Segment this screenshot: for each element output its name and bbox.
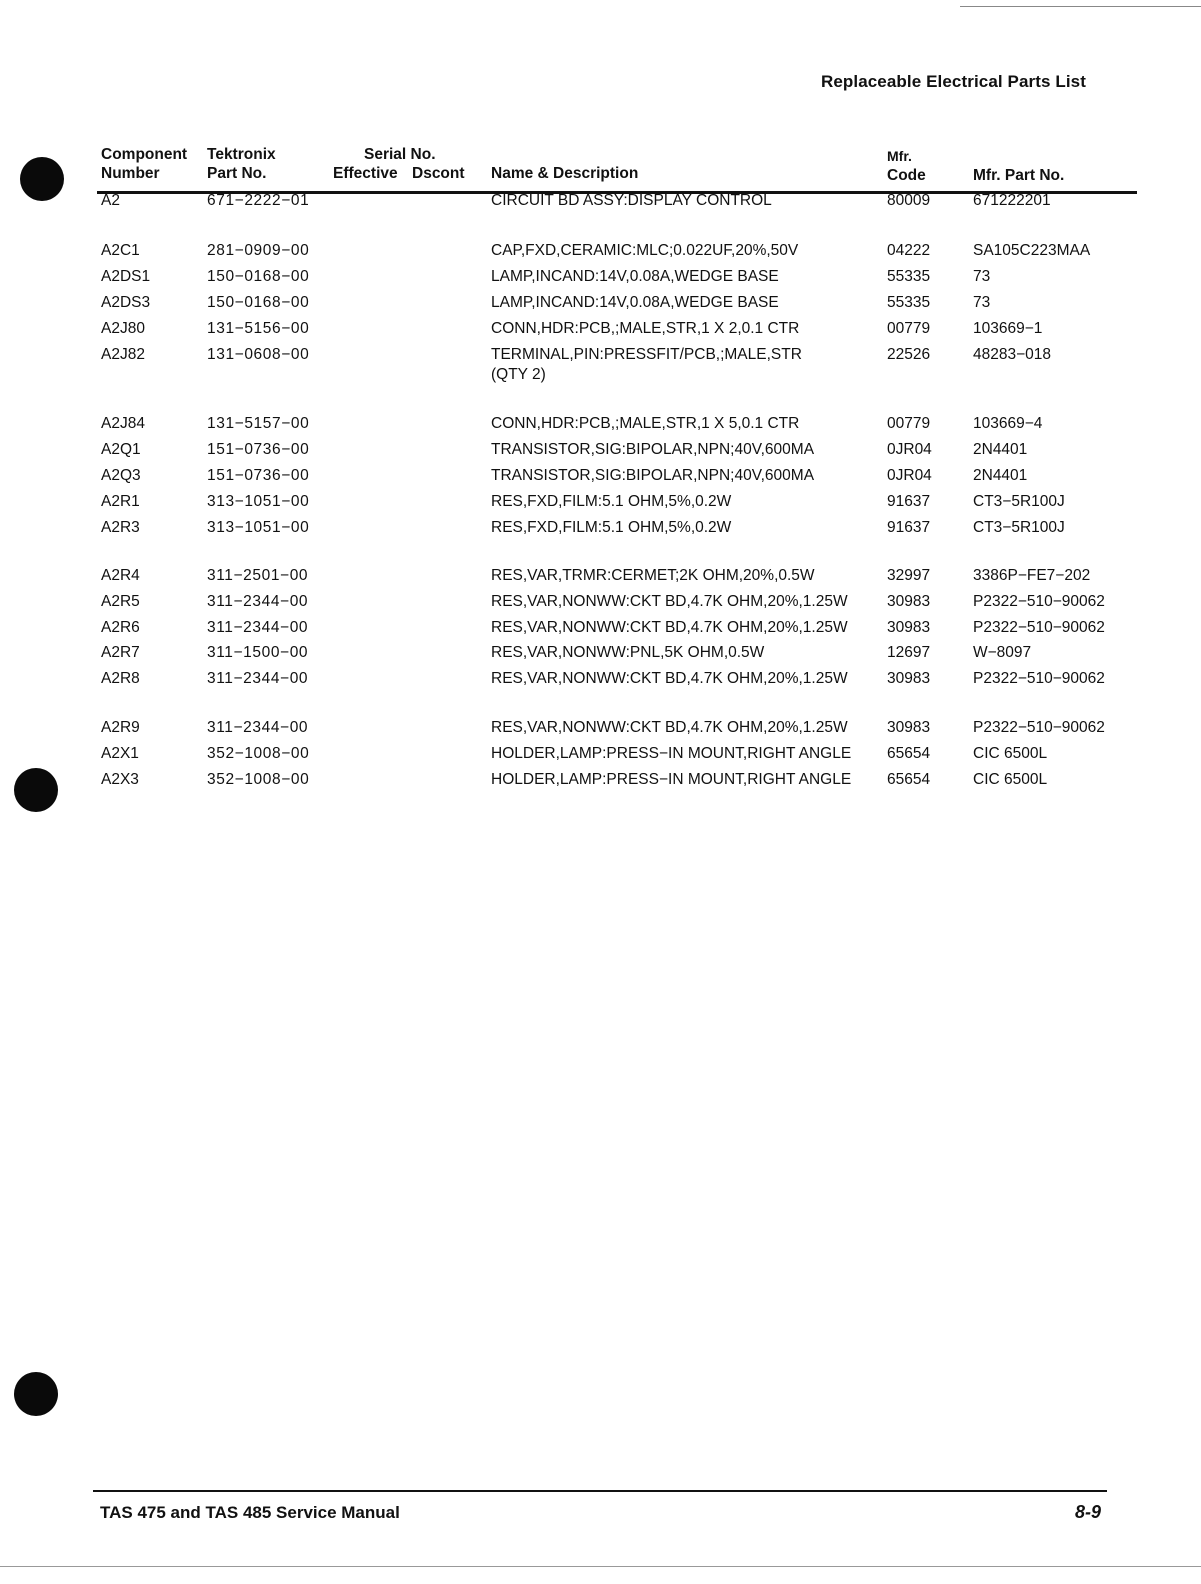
table-row xyxy=(0,414,1201,438)
component-number: A2Q1 xyxy=(101,441,141,458)
part-description: CAP,FXD,CERAMIC:MLC;0.022UF,20%,50V xyxy=(491,242,799,259)
part-description: RES,VAR,TRMR:CERMET;2K OHM,20%,0.5W xyxy=(491,567,815,584)
column-header-mfr-part: Mfr. Part No. xyxy=(973,167,1065,184)
top-edge-rule xyxy=(960,6,1201,7)
component-number: A2R7 xyxy=(101,644,140,661)
column-header-tektronix-line2: Part No. xyxy=(207,165,267,182)
component-number: A2R9 xyxy=(101,719,140,736)
mfr-code: 0JR04 xyxy=(887,467,932,484)
part-description: LAMP,INCAND:14V,0.08A,WEDGE BASE xyxy=(491,294,779,311)
tektronix-part-no: 311−1500−00 xyxy=(207,644,309,661)
component-number: A2 xyxy=(101,192,120,209)
part-description: RES,VAR,NONWW:CKT BD,4.7K OHM,20%,1.25W xyxy=(491,719,848,736)
table-row xyxy=(0,566,1201,590)
mfr-part-no: CIC 6500L xyxy=(973,745,1048,762)
table-row xyxy=(0,592,1201,616)
mfr-code: 65654 xyxy=(887,771,931,788)
table-row xyxy=(0,267,1201,291)
mfr-part-no: SA105C223MAA xyxy=(973,242,1091,259)
mfr-code: 22526 xyxy=(887,346,931,363)
component-number: A2Q3 xyxy=(101,467,141,484)
column-header-description: Name & Description xyxy=(491,165,639,182)
table-row xyxy=(0,440,1201,464)
tektronix-part-no: 151−0736−00 xyxy=(207,441,310,458)
page-number: 8-9 xyxy=(1074,1502,1101,1522)
component-number: A2R5 xyxy=(101,593,140,610)
part-description: HOLDER,LAMP:PRESS−IN MOUNT,RIGHT ANGLE xyxy=(491,771,852,788)
tektronix-part-no: 131−5156−00 xyxy=(207,320,310,337)
part-description: HOLDER,LAMP:PRESS−IN MOUNT,RIGHT ANGLE xyxy=(491,745,852,762)
column-header-effective: Effective xyxy=(333,165,398,182)
tektronix-part-no: 313−1051−00 xyxy=(207,493,310,510)
mfr-part-no: P2322−510−90062 xyxy=(973,619,1105,636)
mfr-part-no: CT3−5R100J xyxy=(973,493,1065,510)
mfr-part-no: 3386P−FE7−202 xyxy=(973,567,1091,584)
bottom-edge-rule xyxy=(0,1566,1201,1567)
tektronix-part-no: 311−2344−00 xyxy=(207,670,309,687)
component-number: A2R3 xyxy=(101,519,140,536)
part-description: RES,VAR,NONWW:CKT BD,4.7K OHM,20%,1.25W xyxy=(491,619,848,636)
mfr-part-no: 73 xyxy=(973,268,991,285)
part-description: RES,VAR,NONWW:CKT BD,4.7K OHM,20%,1.25W xyxy=(491,670,848,687)
component-number: A2R4 xyxy=(101,567,140,584)
table-row xyxy=(0,518,1201,542)
mfr-code: 80009 xyxy=(887,192,931,209)
mfr-part-no: P2322−510−90062 xyxy=(973,593,1105,610)
tektronix-part-no: 311−2344−00 xyxy=(207,593,309,610)
tektronix-part-no: 131−0608−00 xyxy=(207,346,310,363)
mfr-part-no: 2N4401 xyxy=(973,467,1028,484)
part-description: RES,FXD,FILM:5.1 OHM,5%,0.2W xyxy=(491,519,732,536)
mfr-code: 30983 xyxy=(887,619,931,636)
component-number: A2R8 xyxy=(101,670,140,687)
column-header-tektronix-part xyxy=(207,145,276,183)
tektronix-part-no: 352−1008−00 xyxy=(207,745,310,762)
mfr-code: 00779 xyxy=(887,320,931,337)
column-header-component-line2: Number xyxy=(101,165,160,182)
table-row xyxy=(0,643,1201,667)
tektronix-part-no: 150−0168−00 xyxy=(207,294,310,311)
mfr-code: 30983 xyxy=(887,670,931,687)
mfr-code: 65654 xyxy=(887,745,931,762)
component-number: A2R6 xyxy=(101,619,140,636)
column-header-mfr-code xyxy=(887,147,926,185)
component-number: A2C1 xyxy=(101,242,140,259)
column-header-component-line1: Component xyxy=(101,146,188,163)
part-description: RES,VAR,NONWW:CKT BD,4.7K OHM,20%,1.25W xyxy=(491,593,848,610)
table-row xyxy=(0,345,1201,389)
tektronix-part-no: 671−2222−01 xyxy=(207,192,310,209)
mfr-code: 91637 xyxy=(887,493,931,510)
part-description: RES,VAR,NONWW:PNL,5K OHM,0.5W xyxy=(491,644,765,661)
footer-rule xyxy=(93,1490,1107,1492)
mfr-code: 30983 xyxy=(887,719,931,736)
mfr-part-no: 2N4401 xyxy=(973,441,1028,458)
mfr-code: 55335 xyxy=(887,268,931,285)
table-row xyxy=(0,618,1201,642)
part-description: LAMP,INCAND:14V,0.08A,WEDGE BASE xyxy=(491,268,779,285)
mfr-code: 30983 xyxy=(887,593,931,610)
component-number: A2J84 xyxy=(101,415,145,432)
mfr-code: 91637 xyxy=(887,519,931,536)
mfr-part-no: 48283−018 xyxy=(973,346,1052,363)
mfr-code: 04222 xyxy=(887,242,931,259)
tektronix-part-no: 150−0168−00 xyxy=(207,268,310,285)
mfr-part-no: W−8097 xyxy=(973,644,1032,661)
mfr-part-no: CIC 6500L xyxy=(973,771,1048,788)
part-description: CIRCUIT BD ASSY:DISPLAY CONTROL xyxy=(491,192,772,209)
mfr-part-no: 103669−1 xyxy=(973,320,1043,337)
part-description: CONN,HDR:PCB,;MALE,STR,1 X 5,0.1 CTR xyxy=(491,415,800,432)
table-row xyxy=(0,241,1201,265)
table-row xyxy=(0,770,1201,794)
section-title: Replaceable Electrical Parts List xyxy=(820,72,1086,91)
mfr-part-no: 671222201 xyxy=(973,192,1051,209)
mfr-part-no: P2322−510−90062 xyxy=(973,719,1105,736)
part-description: TRANSISTOR,SIG:BIPOLAR,NPN;40V,600MA xyxy=(491,441,815,458)
table-row xyxy=(0,319,1201,343)
mfr-part-no: 103669−4 xyxy=(973,415,1043,432)
binder-hole xyxy=(14,1372,58,1416)
component-number: A2X1 xyxy=(101,745,139,762)
table-row xyxy=(0,466,1201,490)
tektronix-part-no: 151−0736−00 xyxy=(207,467,310,484)
table-row xyxy=(0,744,1201,768)
tektronix-part-no: 131−5157−00 xyxy=(207,415,310,432)
mfr-code: 12697 xyxy=(887,644,931,661)
tektronix-part-no: 352−1008−00 xyxy=(207,771,310,788)
tektronix-part-no: 313−1051−00 xyxy=(207,519,310,536)
column-header-mfr-line2: Code xyxy=(887,167,926,184)
component-number: A2X3 xyxy=(101,771,139,788)
column-header-component xyxy=(101,145,187,183)
component-number: A2DS3 xyxy=(101,294,151,311)
column-header-dscont: Dscont xyxy=(412,165,465,182)
component-number: A2R1 xyxy=(101,493,140,510)
part-description: TRANSISTOR,SIG:BIPOLAR,NPN;40V,600MA xyxy=(491,467,815,484)
mfr-part-no: CT3−5R100J xyxy=(973,519,1065,536)
tektronix-part-no: 311−2501−00 xyxy=(207,567,309,584)
component-number: A2J82 xyxy=(101,346,145,363)
tektronix-part-no: 311−2344−00 xyxy=(207,619,309,636)
component-number: A2J80 xyxy=(101,320,145,337)
component-number: A2DS1 xyxy=(101,268,151,285)
tektronix-part-no: 281−0909−00 xyxy=(207,242,310,259)
mfr-code: 0JR04 xyxy=(887,441,932,458)
tektronix-part-no: 311−2344−00 xyxy=(207,719,309,736)
table-row xyxy=(0,191,1201,215)
mfr-code: 00779 xyxy=(887,415,931,432)
mfr-part-no: 73 xyxy=(973,294,991,311)
mfr-code: 55335 xyxy=(887,294,931,311)
column-header-serial-no: Serial No. xyxy=(364,146,436,163)
table-row xyxy=(0,669,1201,693)
mfr-code: 32997 xyxy=(887,567,931,584)
column-header-tektronix-line1: Tektronix xyxy=(207,146,276,163)
mfr-part-no: P2322−510−90062 xyxy=(973,670,1105,687)
part-description: RES,FXD,FILM:5.1 OHM,5%,0.2W xyxy=(491,493,732,510)
column-header-mfr-line1: Mfr. xyxy=(887,148,912,164)
table-row xyxy=(0,718,1201,742)
part-description: CONN,HDR:PCB,;MALE,STR,1 X 2,0.1 CTR xyxy=(491,320,800,337)
part-description-continued: (QTY 2) xyxy=(491,366,546,383)
part-description: TERMINAL,PIN:PRESSFIT/PCB,;MALE,STR xyxy=(491,346,802,363)
footer-manual-title: TAS 475 and TAS 485 Service Manual xyxy=(100,1503,400,1522)
table-row xyxy=(0,492,1201,516)
table-row xyxy=(0,293,1201,317)
